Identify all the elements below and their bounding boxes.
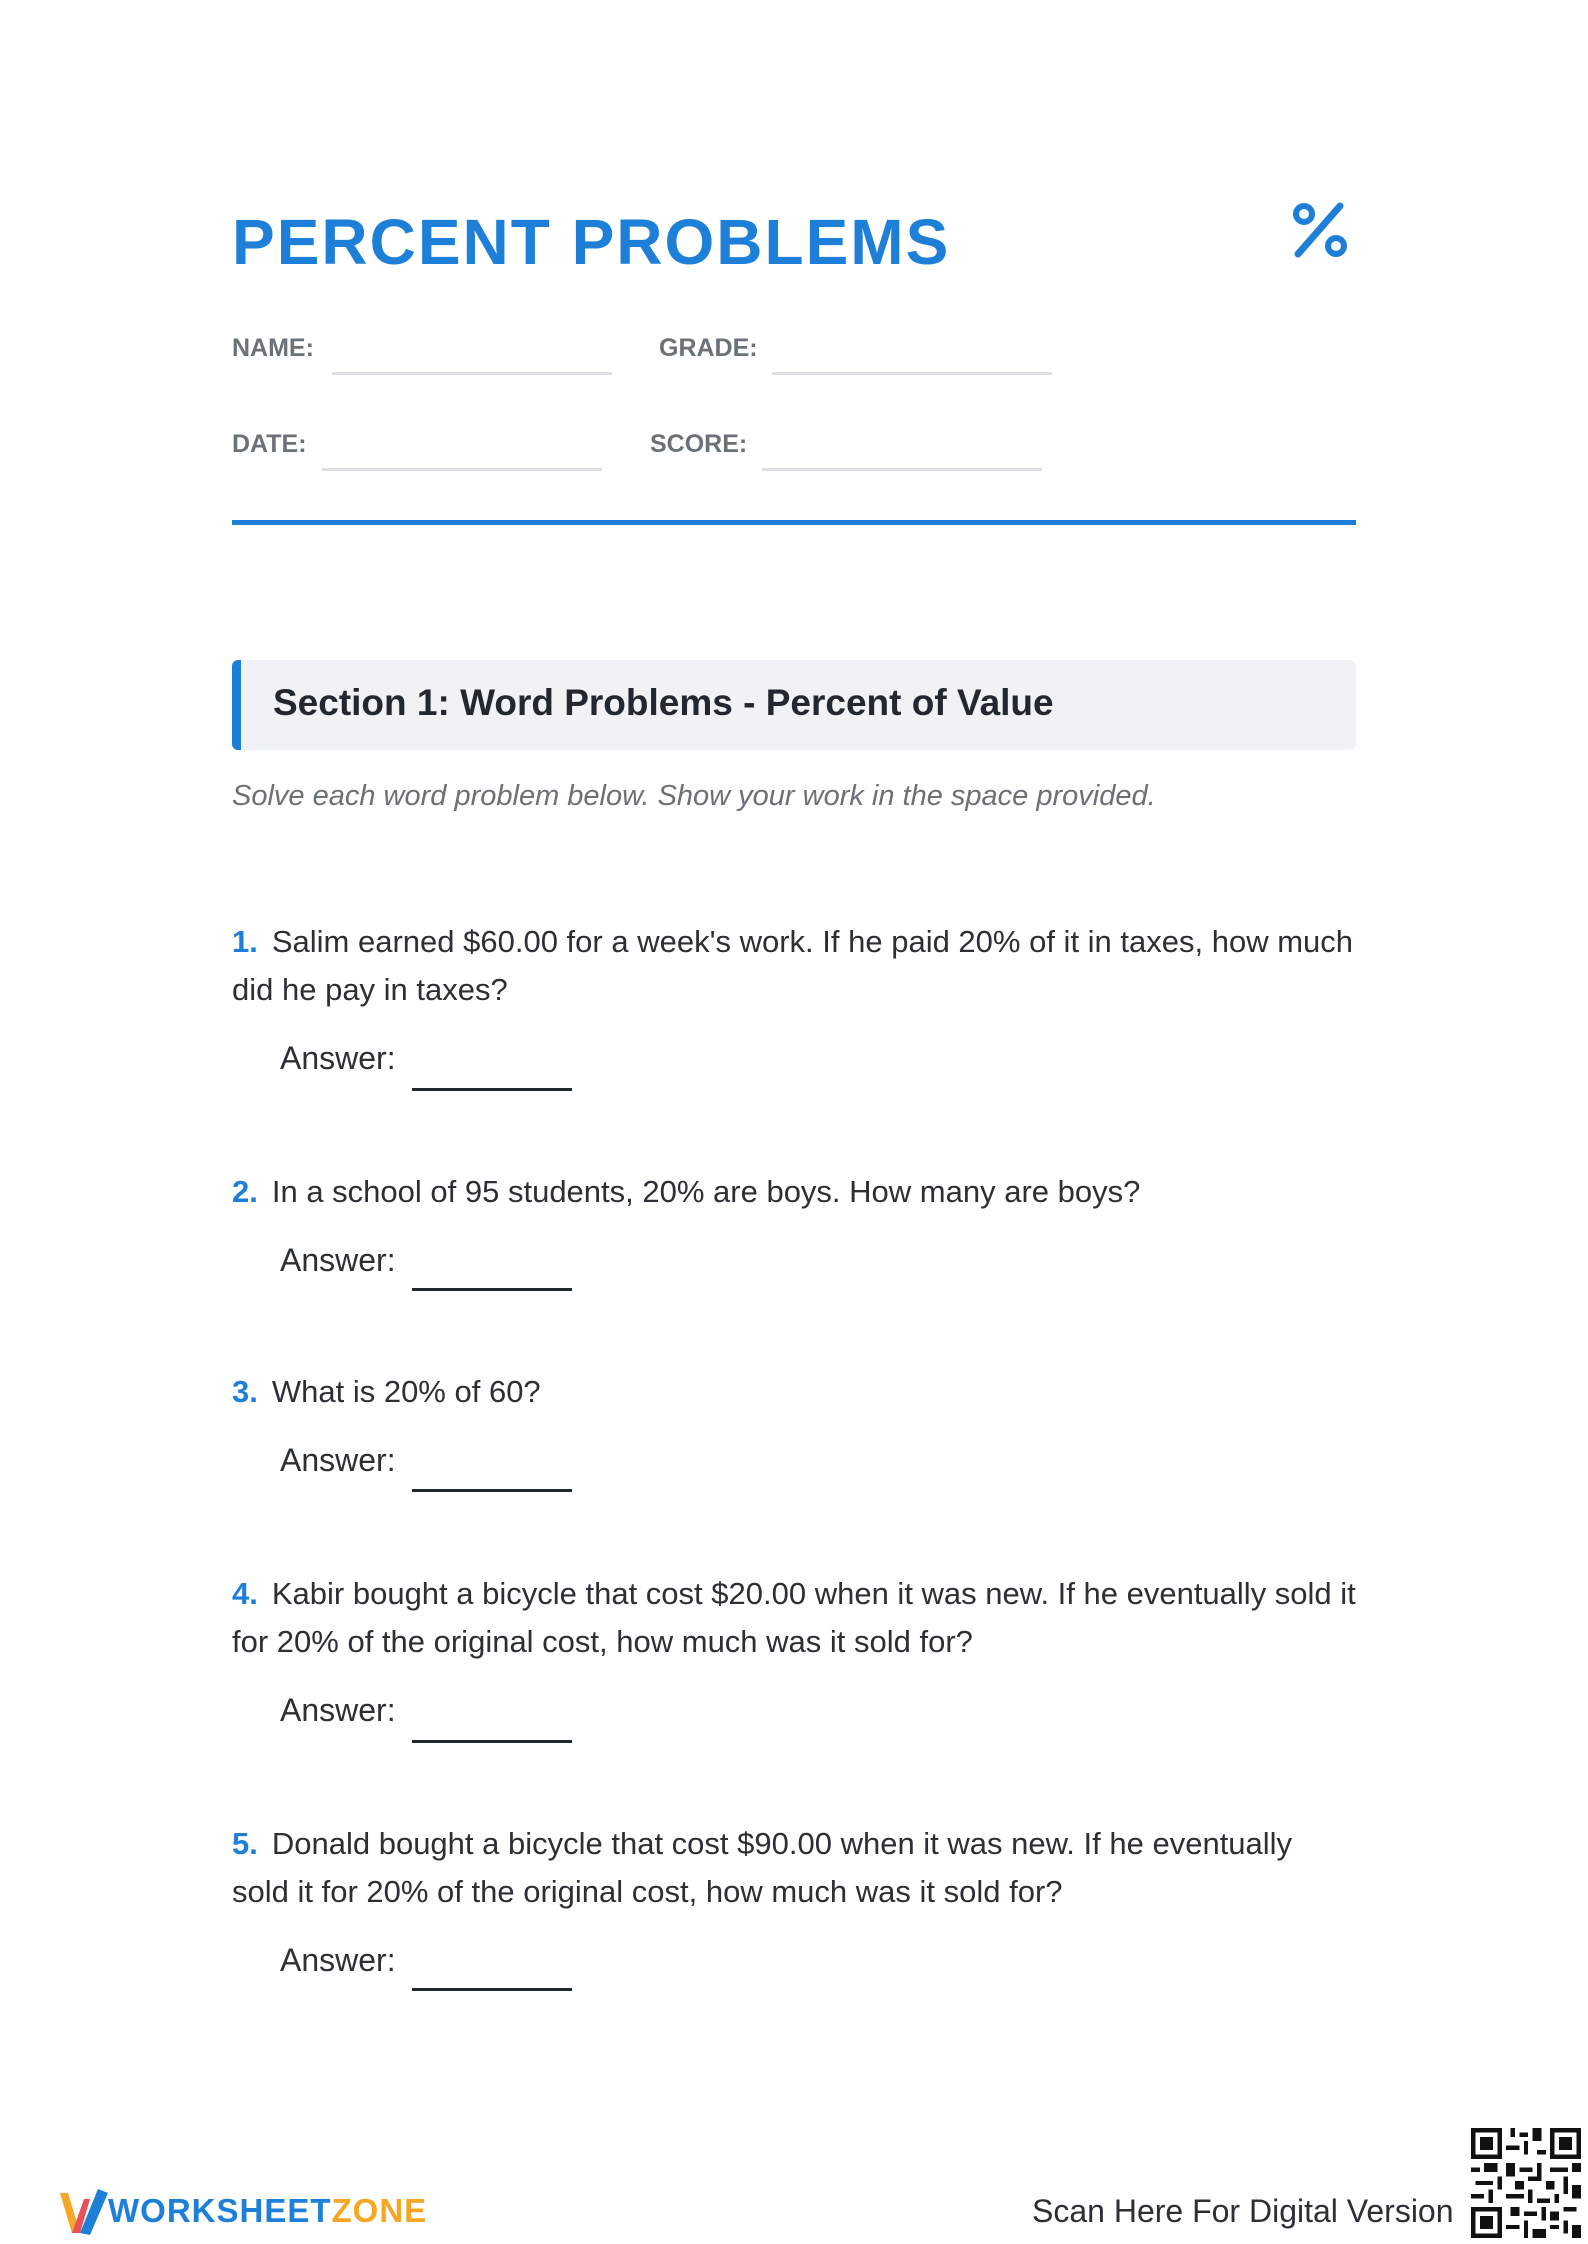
question-text: Kabir bought a bicycle that cost $20.00 when it was new. If he eventually sold it for 20% of the original cost, how much was it sold for? — [232, 1576, 1356, 1659]
answer-field-4[interactable] — [412, 1740, 572, 1743]
date-field[interactable] — [322, 468, 602, 471]
answer-field-1[interactable] — [412, 1088, 572, 1091]
worksheetzone-logo-icon — [58, 2185, 110, 2239]
answer-field-5[interactable] — [412, 1988, 572, 1991]
question-3 — [232, 1368, 1356, 1416]
grade-field[interactable] — [772, 372, 1052, 375]
question-1 — [232, 918, 1356, 1014]
date-label: DATE: — [232, 430, 307, 458]
answer-label: Answer: — [280, 1942, 396, 1978]
brand-part2: ZONE — [331, 2192, 428, 2229]
name-field[interactable] — [332, 372, 612, 375]
question-5 — [232, 1820, 1356, 1916]
section-instructions: Solve each word problem below. Show your work in the space provided. — [232, 780, 1156, 812]
page-title: PERCENT PROBLEMS — [232, 206, 951, 278]
qr-code-icon[interactable] — [1471, 2128, 1581, 2238]
score-field[interactable] — [762, 468, 1042, 471]
question-text: Salim earned $60.00 for a week's work. If he paid 20% of it in taxes, how much did he pay in taxes? — [232, 924, 1354, 1007]
scan-text: Scan Here For Digital Version — [1032, 2193, 1454, 2229]
answer-field-2[interactable] — [412, 1288, 572, 1291]
answer-field-3[interactable] — [412, 1489, 572, 1492]
brand-name — [108, 2192, 427, 2230]
question-4 — [232, 1570, 1356, 1666]
answer-label: Answer: — [280, 1242, 396, 1278]
grade-label: GRADE: — [659, 334, 758, 362]
header-divider — [232, 520, 1356, 525]
brand-part1: WORKSHEET — [108, 2192, 332, 2229]
question-number: 5. — [232, 1826, 258, 1861]
question-number: 1. — [232, 924, 258, 959]
answer-label: Answer: — [280, 1692, 396, 1728]
question-number: 3. — [232, 1374, 258, 1409]
score-label: SCORE: — [650, 430, 748, 458]
question-number: 2. — [232, 1174, 258, 1209]
question-text: In a school of 95 students, 20% are boys. How many are boys? — [271, 1174, 1141, 1209]
section-header — [232, 660, 1356, 750]
answer-label: Answer: — [280, 1442, 396, 1478]
name-label: NAME: — [232, 334, 314, 362]
question-text: Donald bought a bicycle that cost $90.00 when it was new. If he eventually sold it for 20% of the original cost, how much was it sold for? — [232, 1826, 1293, 1909]
section-title: Section 1: Word Problems - Percent of Value — [273, 682, 1054, 723]
question-2 — [232, 1168, 1356, 1216]
percent-icon — [1290, 200, 1350, 260]
question-text: What is 20% of 60? — [271, 1374, 541, 1409]
answer-label: Answer: — [280, 1040, 396, 1076]
question-number: 4. — [232, 1576, 258, 1611]
